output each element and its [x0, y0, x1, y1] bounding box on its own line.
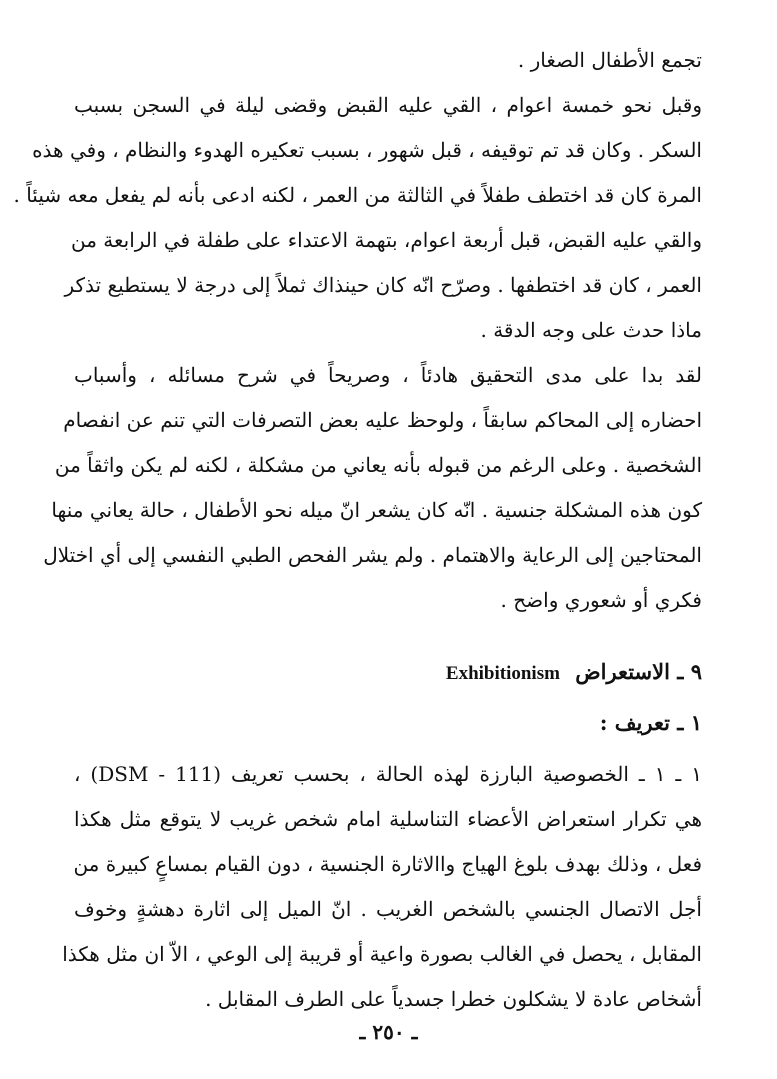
text-line: احضاره إلى المحاكم سابقاً ، ولوحظ عليه بعض التصرفات التي تنم عن انفصام — [63, 408, 702, 432]
text-line: هي تكرار استعراض الأعضاء التناسلية امام شخص غريب لا يتوقع مثل هكذا — [74, 807, 702, 831]
subheading: ١ ـ تعريف : — [599, 710, 702, 735]
text-line: الشخصية . وعلى الرغم من قبوله بأنه يعاني من مشكلة ، لكنه لم يكن واثقاً من — [54, 453, 702, 477]
text-line: فعل ، وذلك بهدف بلوغ الهياج واالاثارة الجنسية ، دون القيام بمساعٍ كبيرة من — [73, 852, 702, 876]
text-line: المقابل ، يحصل في الغالب بصورة واعية أو قريبة إلى الوعي ، الاّ ان مثل هكذا — [62, 942, 702, 966]
text-line: تجمع الأطفال الصغار . — [517, 48, 702, 72]
text-line: وقبل نحو خمسة اعوام ، القي عليه القبض وقضى ليلة في السجن بسبب — [74, 93, 702, 117]
section-heading — [446, 652, 702, 692]
text-line: كون هذه المشكلة جنسية . انّه كان يشعر انّ ميله نحو الأطفال ، حالة يعاني منها — [51, 498, 702, 522]
text-line: ماذا حدث على وجه الدقة . — [480, 318, 702, 342]
page-number: ـ ٢٥٠ ـ — [359, 1020, 418, 1044]
text-line: فكري أو شعوري واضح . — [500, 588, 702, 612]
text-line: السكر . وكان قد تم توقيفه ، قبل شهور ، بسبب تعكيره الهدوء والنظام ، وفي هذه — [32, 138, 702, 162]
text-line: أجل الاتصال الجنسي بالشخص الغريب . انّ الميل إلى اثارة دهشةٍ وخوف — [74, 897, 702, 921]
text-line: المرة كان قد اختطف طفلاً في الثالثة من العمر ، لكنه ادعى بأنه لم يفعل معه شيئاً . — [13, 183, 702, 207]
text-line: العمر ، كان قد اختطفها . وصرّح انّه كان حينذاك ثملاً إلى درجة لا يستطيع تذكر — [64, 273, 702, 297]
text-line: ١ ـ ١ ـ الخصوصية البارزة لهذه الحالة ، بحسب تعريف (DSM - 111) ، — [74, 762, 702, 786]
text-line: المحتاجين إلى الرعاية والاهتمام . ولم يشر الفحص الطبي النفسي إلى أي اختلال — [43, 543, 702, 567]
text-line: والقي عليه القبض، قبل أربعة اعوام، بتهمة الاعتداء على طفلة في الرابعة من — [70, 228, 702, 252]
text-line: لقد بدا على مدى التحقيق هادئاً ، وصريحاً في شرح مسائله ، وأسباب — [74, 363, 702, 387]
section-heading-arabic: ٩ ـ الاستعراض — [575, 659, 702, 684]
text-line: أشخاص عادة لا يشكلون خطرا جسدياً على الطرف المقابل . — [205, 987, 702, 1011]
section-heading-english: Exhibitionism — [445, 663, 560, 684]
